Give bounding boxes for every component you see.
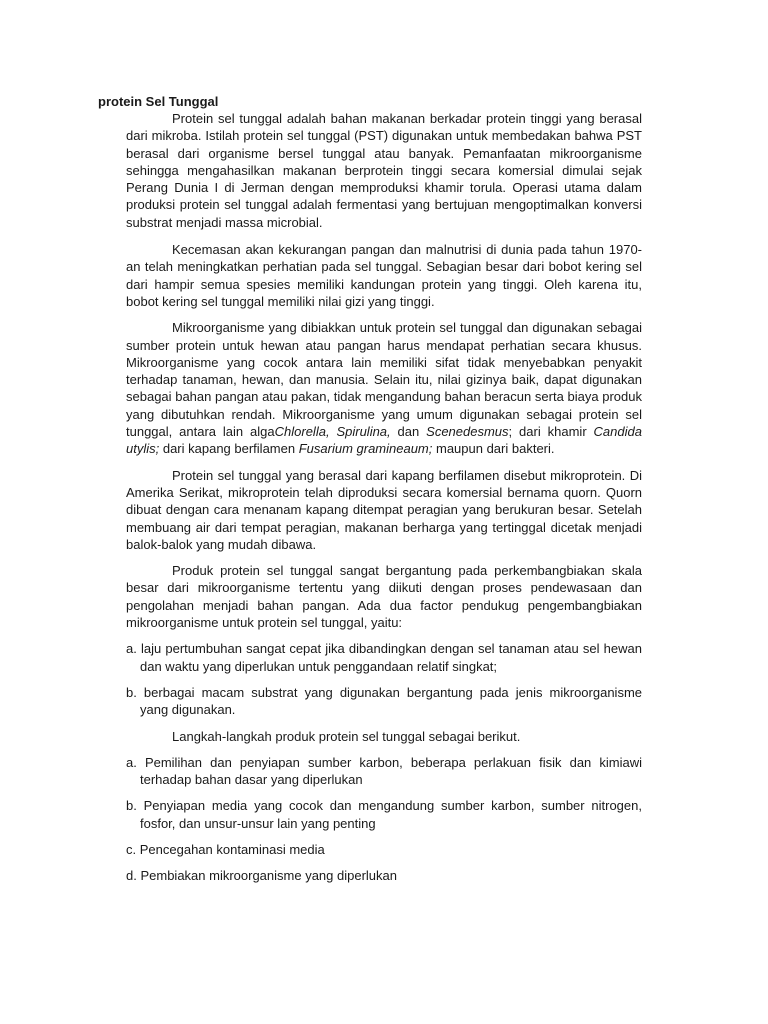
species-fusarium: Fusarium gramineaum;	[298, 441, 433, 457]
factors-list	[118, 640, 642, 718]
paragraph-1: Protein sel tunggal adalah bahan makanan berkadar protein tinggi yang berasal dari mikroba. Istilah protein sel tunggal (PST) digunakan untuk membedakan bahwa PST berasal dari organisme bersel tunggal atau banyak. Pemanfaatan mikroorganisme sehingga mengahasilkan makanan berprotein tinggi secara komersial dimulai sejak Perang Dunia I di Jerman dengan memproduksi khamir torula. Operasi utama dalam produksi protein sel tunggal adalah fermentasi yang bertujuan mengoptimalkan konversi substrat menjadi massa microbial.	[126, 111, 642, 230]
paragraph-3-kapang: dari kapang berfilamen	[159, 441, 299, 457]
list-item	[118, 841, 642, 858]
paragraph-3-text: Mikroorganisme yang dibiakkan untuk protein sel tunggal dan digunakan sebagai sumber protein untuk hewan atau pangan harus mendapat perhatian secara khusus. Mikroorganisme yang cocok antara lain memiliki sifat tidak menyebabkan penyakit terhadap tanaman, hewan, dan manusia. Selain itu, nilai gizinya baik, dapat digunakan sebagai bahan pangan atau pakan, tidak mengandung bahan beracun serta biaya produk yang dibutuhkan rendah. Mikroorganisme yang umum digunakan sebagai protein sel tunggal, antara lain alga	[126, 320, 642, 440]
paragraph-2: Kecemasan akan kekurangan pangan dan malnutrisi di dunia pada tahun 1970-an telah meningkatkan perhatian pada sel tunggal. Sebagian besar dari bobot kering sel dari hampir semua spesies memiliki kandungan protein yang tinggi. Oleh karena itu, bobot kering sel tunggal memiliki nilai gizi yang tinggi.	[126, 242, 642, 309]
steps-list	[118, 754, 642, 885]
species-chlorella-spirulina: Chlorella, Spirulina,	[274, 424, 391, 440]
document-title: protein Sel Tunggal	[98, 94, 219, 109]
paragraph-5: Produk protein sel tunggal sangat bergantung pada perkembangbiakan skala besar dari mikroorganisme tertentu yang diikuti dengan proses pendewasaan dan pengolahan menjadi bahan pangan. Ada dua factor pendukug pengembangbiakan mikroorganisme untuk protein sel tunggal, yaitu:	[126, 563, 642, 631]
list-item-text: laju pertumbuhan sangat cepat jika dibandingkan dengan sel tanaman atau sel hewan dan waktu yang diperlukan untuk penggandaan relatif singkat;	[140, 641, 642, 674]
list-item-label: a.	[126, 754, 137, 770]
list-item	[118, 754, 642, 789]
list-item	[118, 867, 642, 884]
list-item-text: Pemilihan dan penyiapan sumber karbon, beberapa perlakuan fisik dan kimiawi terhadap bahan dasar yang diperlukan	[140, 754, 642, 788]
list-item-text: Pencegahan kontaminasi media	[139, 841, 325, 857]
list-item	[118, 684, 642, 719]
paragraph-3-end: maupun dari bakteri.	[432, 441, 555, 457]
paragraph-3-khamir: ; dari khamir	[508, 424, 594, 440]
paragraph-3-dan: dan	[390, 424, 427, 440]
list-item-text: Pembiakan mikroorganisme yang diperlukan	[140, 868, 397, 884]
species-scenedesmus: Scenedesmus	[426, 424, 509, 440]
list-item-label: d.	[126, 868, 137, 884]
list-item-label: a.	[126, 641, 137, 657]
list-item-text: berbagai macam substrat yang digunakan bergantung pada jenis mikroorganisme yang digunakan.	[140, 684, 642, 718]
paragraph-3	[126, 319, 642, 457]
steps-intro: Langkah-langkah produk protein sel tunggal sebagai berikut.	[172, 728, 521, 744]
list-item-label: b.	[126, 798, 137, 814]
document-body	[126, 110, 642, 894]
paragraph-4: Protein sel tunggal yang berasal dari kapang berfilamen disebut mikroprotein. Di Amerika Serikat, mikroprotein telah diproduksi secara komersial bernama quorn. Quorn dibuat dengan cara menanam kapang ditempat peragian yang berukuran besar. Setelah membuang air dari tempat peragian, makanan berharga yang tertinggal dicetak menjadi balok-balok yang mudah dibawa.	[126, 467, 642, 552]
list-item-label: b.	[126, 684, 137, 700]
list-item	[118, 797, 642, 832]
list-item-label: c.	[126, 841, 137, 857]
list-item-text: Penyiapan media yang cocok dan mengandung sumber karbon, sumber nitrogen, fosfor, dan unsur-unsur lain yang penting	[140, 798, 642, 831]
list-item	[118, 640, 642, 675]
species-candida: Candida utylis;	[126, 424, 642, 457]
